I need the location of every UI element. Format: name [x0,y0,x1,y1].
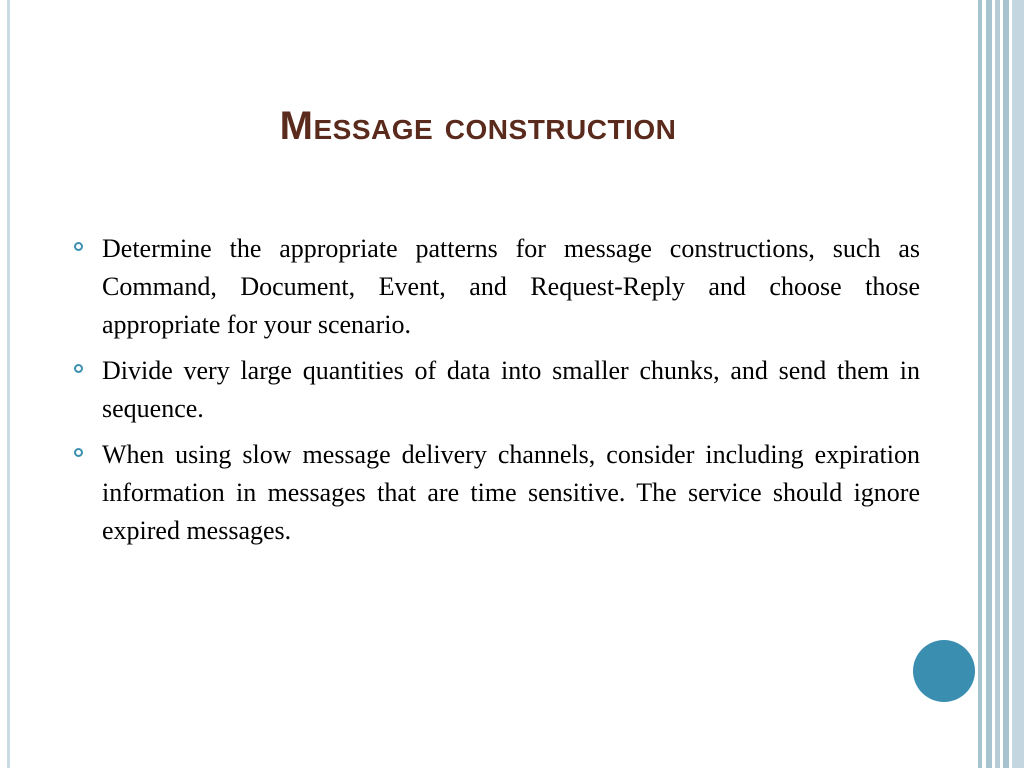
bullet-ring-icon [74,364,83,373]
bullet-text: Divide very large quantities of data into smaller chunks, and send them in sequence. [102,356,920,423]
decorative-circle [913,640,975,702]
list-item [72,230,920,344]
decorative-stripe [1012,0,1024,768]
bullet-text: Determine the appropriate patterns for message constructions, such as Command, Document, Event, and Request-Reply and choose those appropriate for your scenario. [102,234,920,339]
bullet-ring-icon [74,448,83,457]
list-item [72,436,920,550]
bullet-ring-icon [74,242,83,251]
list-item [72,352,920,428]
bullet-text: When using slow message delivery channels, consider including expiration information in messages that are time sensitive. The service should ignore expired messages. [102,440,920,545]
bullet-list [72,230,920,558]
slide-title: Message construction [279,104,677,148]
